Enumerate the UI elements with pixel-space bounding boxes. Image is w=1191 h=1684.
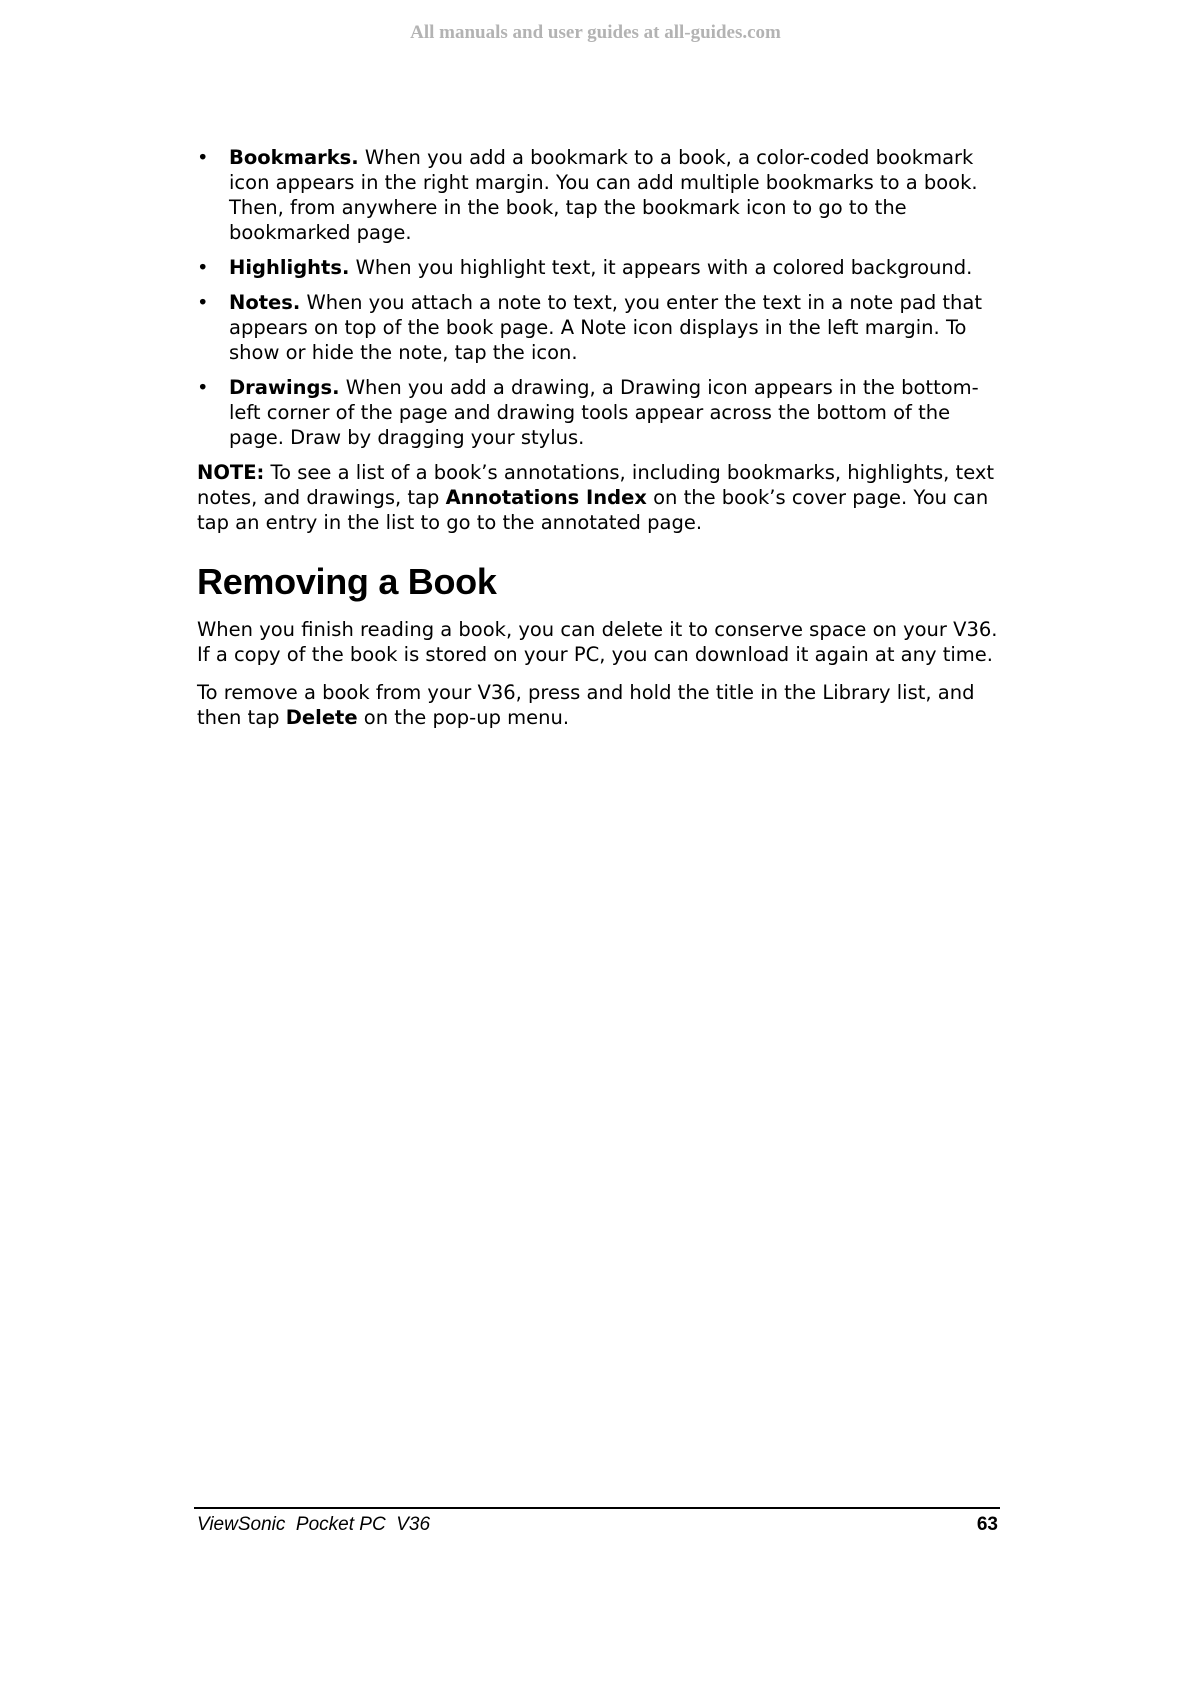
bullet-icon: • — [197, 146, 209, 169]
note-text-after: on the book’s cover page. You can tap an entry in the list to go to the annotated page. — [197, 486, 989, 534]
section-paragraph-1: When you finish reading a book, you can delete it to conserve space on your V36. If a copy of the book is stored on your PC, you can download it again at any time. — [197, 618, 998, 666]
para2-text-before: To remove a book from your V36, press and hold the title in the Library list, and then tap — [197, 681, 975, 729]
list-item — [197, 375, 1007, 450]
footer-page-number: 63 — [976, 1514, 998, 1535]
bullet-icon: • — [197, 376, 209, 399]
list-item-text: When you highlight text, it appears with a colored background. — [349, 256, 973, 279]
watermark: All manuals and user guides at all-guides.com — [410, 22, 781, 43]
section-heading: Removing a Book — [197, 561, 497, 602]
note-bold-term: Annotations Index — [445, 486, 647, 509]
note-label: NOTE: — [197, 461, 265, 484]
bullet-icon: • — [197, 256, 209, 279]
list-item-term: Bookmarks. — [229, 146, 359, 169]
note-paragraph — [197, 460, 1007, 535]
para2-bold-term: Delete — [285, 706, 358, 729]
list-item — [197, 255, 1007, 280]
bullet-icon: • — [197, 291, 209, 314]
list-item — [197, 145, 1007, 245]
section-paragraph-2 — [197, 680, 1007, 730]
list-item-term: Drawings. — [229, 376, 340, 399]
footer-product-name: ViewSonic Pocket PC V36 — [197, 1514, 431, 1535]
page-body — [197, 145, 1007, 743]
annotation-types-list — [197, 145, 1007, 450]
list-item-term: Highlights. — [229, 256, 350, 279]
para2-text-after: on the pop-up menu. — [357, 706, 570, 729]
list-item-text: When you add a drawing, a Drawing icon appears in the bottom-left corner of the page and drawing tools appear across the bottom of the page. Draw by dragging your stylus. — [229, 376, 979, 449]
list-item-term: Notes. — [229, 291, 301, 314]
list-item-text: When you attach a note to text, you enter the text in a note pad that appears on top of the book page. A Note icon displays in the left margin. To show or hide the note, tap the icon. — [229, 291, 982, 364]
footer-divider — [194, 1507, 1000, 1509]
note-text-before: To see a list of a book’s annotations, including bookmarks, highlights, text notes, and drawings, tap — [197, 461, 995, 509]
list-item — [197, 290, 1007, 365]
list-item-text: When you add a bookmark to a book, a color-coded bookmark icon appears in the right margin. You can add multiple bookmarks to a book. Then, from anywhere in the book, tap the bookmark icon to go to the bookmarked page. — [229, 146, 978, 244]
